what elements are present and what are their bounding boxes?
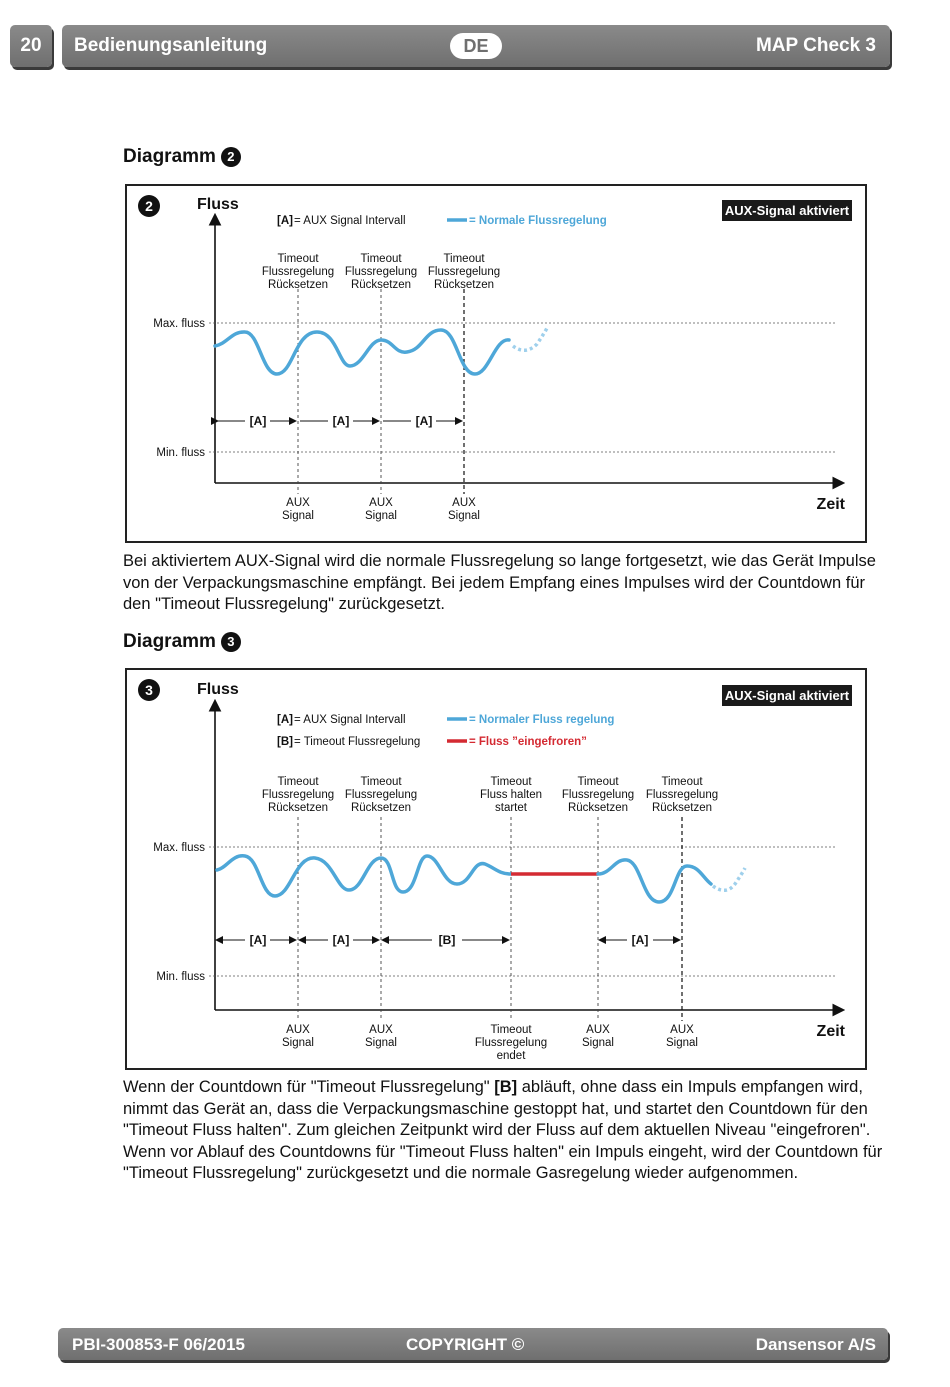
diagram3-legend-b-text: = Timeout Flussregelung (294, 736, 421, 748)
svg-text:AUX: AUX (586, 1024, 610, 1036)
diagram3-reset-label-1 (262, 776, 334, 814)
diagram3-y-axis-label: Fluss (197, 681, 239, 698)
diagram2-description-text: Bei aktiviertem AUX-Signal wird die normale Flussregelung so lange fortgesetzt, wie das Gerät Impulse von der Verpackungsmaschine empfängt. Bei jedem Empfang eines Impulses wird der Countdown für den "Timeout Flussregelung" zurückgesetzt. (123, 552, 876, 613)
svg-text:[A]: [A] (332, 933, 350, 947)
diagram3-normal-flow-curve-2 (598, 860, 711, 902)
diagram3-number-label: 3 (145, 682, 153, 698)
svg-text:[B]: [B] (438, 933, 456, 947)
diagram3-frame (125, 668, 867, 1070)
svg-text:Timeout: Timeout (277, 776, 319, 788)
diagram2-aux-signal-2 (365, 497, 397, 522)
diagram2-frame (125, 184, 867, 543)
diagram3-reset-label-3 (562, 776, 634, 814)
diagram2-status-badge: AUX-Signal aktiviert (724, 203, 850, 218)
diagram3-number-badge: 3 (221, 632, 241, 652)
diagram2-figure (127, 186, 869, 545)
diagram3-aux-signal-1 (282, 1024, 314, 1049)
svg-text:AUX: AUX (670, 1024, 694, 1036)
diagram2-legend-a-key: [A] (277, 215, 293, 227)
svg-text:Rücksetzen: Rücksetzen (267, 802, 329, 814)
svg-text:Timeout: Timeout (360, 253, 402, 265)
diagram2-heading (123, 146, 241, 168)
diagram3-description (123, 1077, 883, 1185)
svg-text:Signal: Signal (282, 510, 314, 522)
svg-text:Timeout: Timeout (360, 776, 402, 788)
diagram2-interval-a-1 (217, 414, 295, 428)
svg-text:Timeout: Timeout (577, 776, 619, 788)
diagram3-status-badge: AUX-Signal aktiviert (724, 688, 850, 703)
svg-text:Rücksetzen: Rücksetzen (567, 802, 629, 814)
diagram3-heading-text: Diagramm (123, 631, 216, 652)
diagram3-hold-start-label (480, 776, 542, 814)
diagram2-interval-a-2 (300, 414, 378, 428)
svg-text:Flussregelung: Flussregelung (261, 789, 335, 801)
svg-text:Rücksetzen: Rücksetzen (267, 279, 329, 291)
diagram3-legend-b-key: [B] (277, 736, 293, 748)
svg-text:Flussregelung: Flussregelung (344, 789, 418, 801)
svg-text:Rücksetzen: Rücksetzen (651, 802, 713, 814)
svg-text:Signal: Signal (365, 1037, 397, 1049)
diagram3-legend-frozen-flow: = Fluss ”eingefroren” (469, 736, 587, 748)
svg-text:Timeout: Timeout (277, 253, 319, 265)
svg-text:Rücksetzen: Rücksetzen (350, 279, 412, 291)
document-id: PBI-300853-F 06/2015 (72, 1335, 245, 1354)
svg-text:[A]: [A] (415, 414, 433, 428)
svg-text:Flussregelung: Flussregelung (561, 789, 635, 801)
svg-text:Fluss halten: Fluss halten (479, 789, 543, 801)
svg-text:[A]: [A] (249, 933, 267, 947)
diagram3-aux-signal-4 (666, 1024, 698, 1049)
diagram3-reset-label-4 (646, 776, 718, 814)
svg-text:[A]: [A] (249, 414, 267, 428)
diagram2-aux-signal-1 (282, 497, 314, 522)
diagram3-max-label: Max. fluss (153, 842, 205, 854)
diagram2-reset-label-1 (262, 253, 334, 291)
diagram2-description (123, 551, 883, 616)
diagram2-legend-a-text: = AUX Signal Intervall (294, 215, 406, 227)
svg-text:AUX: AUX (369, 1024, 393, 1036)
svg-text:Signal: Signal (282, 1037, 314, 1049)
diagram2-reset-label-3 (428, 253, 500, 291)
page-header (62, 25, 890, 67)
interval-b-reference: [B] (494, 1078, 518, 1096)
svg-text:Rücksetzen: Rücksetzen (433, 279, 495, 291)
diagram2-x-axis-label: Zeit (816, 496, 845, 513)
language-badge: DE (450, 33, 502, 59)
diagram3-heading (123, 631, 241, 653)
diagram2-normal-flow-curve (215, 330, 509, 374)
diagram3-interval-a-3 (600, 933, 679, 947)
svg-text:Flussregelung: Flussregelung (261, 266, 335, 278)
svg-text:[A]: [A] (332, 414, 350, 428)
diagram2-reset-label-2 (345, 253, 417, 291)
product-name: MAP Check 3 (755, 35, 876, 56)
diagram3-timeout-end-label (475, 1024, 547, 1062)
diagram3-normal-flow-curve-1 (217, 856, 511, 896)
diagram3-aux-signal-3 (582, 1024, 614, 1049)
copyright-notice: COPYRIGHT © (406, 1335, 525, 1354)
diagram3-min-label: Min. fluss (156, 971, 205, 983)
diagram2-heading-text: Diagramm (123, 146, 216, 167)
diagram2-legend-normal-flow: = Normale Flussregelung (469, 215, 607, 227)
svg-text:Flussregelung: Flussregelung (344, 266, 418, 278)
diagram2-aux-signal-3 (448, 497, 480, 522)
page-number-tab (10, 25, 52, 67)
diagram2-interval-a-3 (383, 414, 461, 428)
diagram3-interval-a-2 (300, 933, 378, 947)
page-footer (58, 1328, 888, 1360)
diagram3-legend-normal-flow: = Normaler Fluss regelung (469, 714, 615, 726)
svg-text:Flussregelung: Flussregelung (645, 789, 719, 801)
diagram3-interval-b (383, 933, 508, 947)
svg-text:Timeout: Timeout (490, 776, 532, 788)
diagram3-aux-signal-2 (365, 1024, 397, 1049)
svg-text:Signal: Signal (582, 1037, 614, 1049)
svg-text:AUX: AUX (369, 497, 393, 509)
diagram3-reset-label-2 (345, 776, 417, 814)
svg-text:Signal: Signal (448, 510, 480, 522)
diagram3-interval-a-1 (217, 933, 295, 947)
svg-text:Timeout: Timeout (661, 776, 703, 788)
svg-text:Timeout: Timeout (490, 1024, 532, 1036)
svg-text:endet: endet (496, 1050, 526, 1062)
svg-text:Flussregelung: Flussregelung (474, 1037, 548, 1049)
svg-text:Rücksetzen: Rücksetzen (350, 802, 412, 814)
diagram3-description-text: Wenn der Countdown für "Timeout Flussregelung" [B] abläuft, ohne dass ein Impuls empfangen wird, nimmt das Gerät an, dass die Verpackungsmaschine gestoppt hat, und startet den Countdown für den "Timeout Fluss halten". Zum gleichen Zeitpunkt wird der Fluss auf dem aktuellen Niveau "eingefroren". Wenn vor Ablauf des Countdowns für "Timeout Fluss halten" ein Impuls eingeht, wird der Countdown für "Timeout Flussregelung" zurückgesetzt und die normale Gasregelung wieder aufgenommen. (123, 1078, 883, 1182)
diagram3-legend-a-text: = AUX Signal Intervall (294, 714, 406, 726)
company-name: Dansensor A/S (755, 1335, 876, 1354)
diagram2-min-label: Min. fluss (156, 447, 205, 459)
svg-text:Flussregelung: Flussregelung (427, 266, 501, 278)
manual-title: Bedienungsanleitung (74, 35, 268, 56)
page-number: 20 (20, 35, 42, 56)
svg-text:[A]: [A] (631, 933, 649, 947)
svg-text:startet: startet (495, 802, 527, 814)
svg-text:Signal: Signal (666, 1037, 698, 1049)
diagram2-number-badge: 2 (221, 147, 241, 167)
svg-text:AUX: AUX (452, 497, 476, 509)
svg-text:Signal: Signal (365, 510, 397, 522)
diagram2-max-label: Max. fluss (153, 318, 205, 330)
diagram2-number-label: 2 (145, 198, 153, 214)
svg-text:AUX: AUX (286, 1024, 310, 1036)
diagram3-figure (127, 670, 869, 1072)
svg-text:Timeout: Timeout (443, 253, 485, 265)
svg-text:AUX: AUX (286, 497, 310, 509)
diagram3-x-axis-label: Zeit (816, 1023, 845, 1040)
diagram3-legend-a-key: [A] (277, 714, 293, 726)
diagram2-y-axis-label: Fluss (197, 196, 239, 213)
